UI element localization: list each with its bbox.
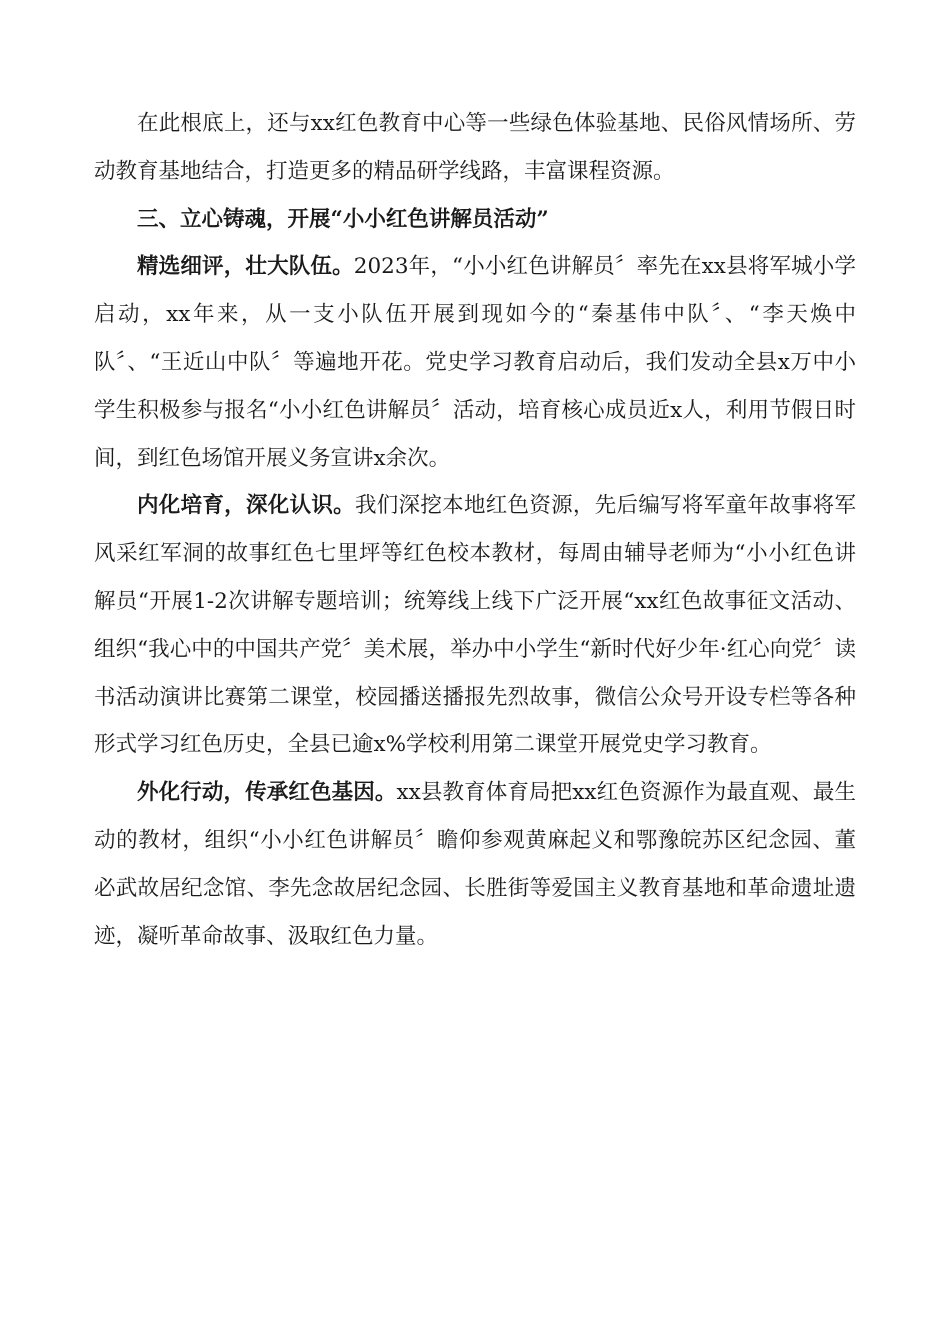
paragraph-action [94, 769, 856, 960]
document-body [94, 100, 856, 960]
paragraph-text: xx县教育体育局把xx红色资源作为最直观、最生动的教材，组织“小小红色讲解员〞瞻仰参观黄麻起义和鄂豫皖苏区纪念园、董必武故居纪念馆、李先念故居纪念园、长胜街等爱国主义教育基地和革命遗址遗迹，凝听革命故事、汲取红色力量。 [94, 780, 856, 949]
paragraph-text: 在此根底上，还与xx红色教育中心等一些绿色体验基地、民俗风情场所、劳动教育基地结合，打造更多的精品研学线路，丰富课程资源。 [94, 111, 856, 184]
paragraph-lead: 外化行动，传承红色基因。 [137, 780, 397, 806]
section-heading [94, 196, 856, 244]
paragraph-text: 2023年，“小小红色讲解员〞率先在xx县将军城小学启动，xx年来，从一支小队伍开展到现如今的“秦基伟中队〞、“李天焕中队〞、“王近山中队〞等遍地开花。党史学习教育启动后，我们发动全县x万中小学生积极参与报名“小小红色讲解员〞活动，培育核心成员近x人，利用节假日时间，到红色场馆开展义务宣讲x余次。 [94, 254, 856, 471]
section-heading-text: 三、立心铸魂，开展“小小红色讲解员活动” [137, 206, 549, 232]
paragraph-text: 我们深挖本地红色资源，先后编写将军童年故事将军风采红军洞的故事红色七里坪等红色校本教材，每周由辅导老师为“小小红色讲解员“开展1-2次讲解专题培训；统筹线上线下广泛开展“xx红色故事征文活动、组织“我心中的中国共产党〞美术展，举办中小学生“新时代好少年·红心向党〞读书活动演讲比赛第二课堂，校园播送播报先烈故事，微信公众号开设专栏等各种形式学习红色历史，全县已逾x%学校利用第二课堂开展党史学习教育。 [94, 493, 856, 758]
paragraph-lead: 精选细评，壮大队伍。 [137, 254, 354, 280]
paragraph-team [94, 243, 856, 482]
paragraph-lead: 内化培育，深化认识。 [137, 493, 355, 519]
paragraph-resources [94, 100, 856, 196]
paragraph-training [94, 482, 856, 769]
